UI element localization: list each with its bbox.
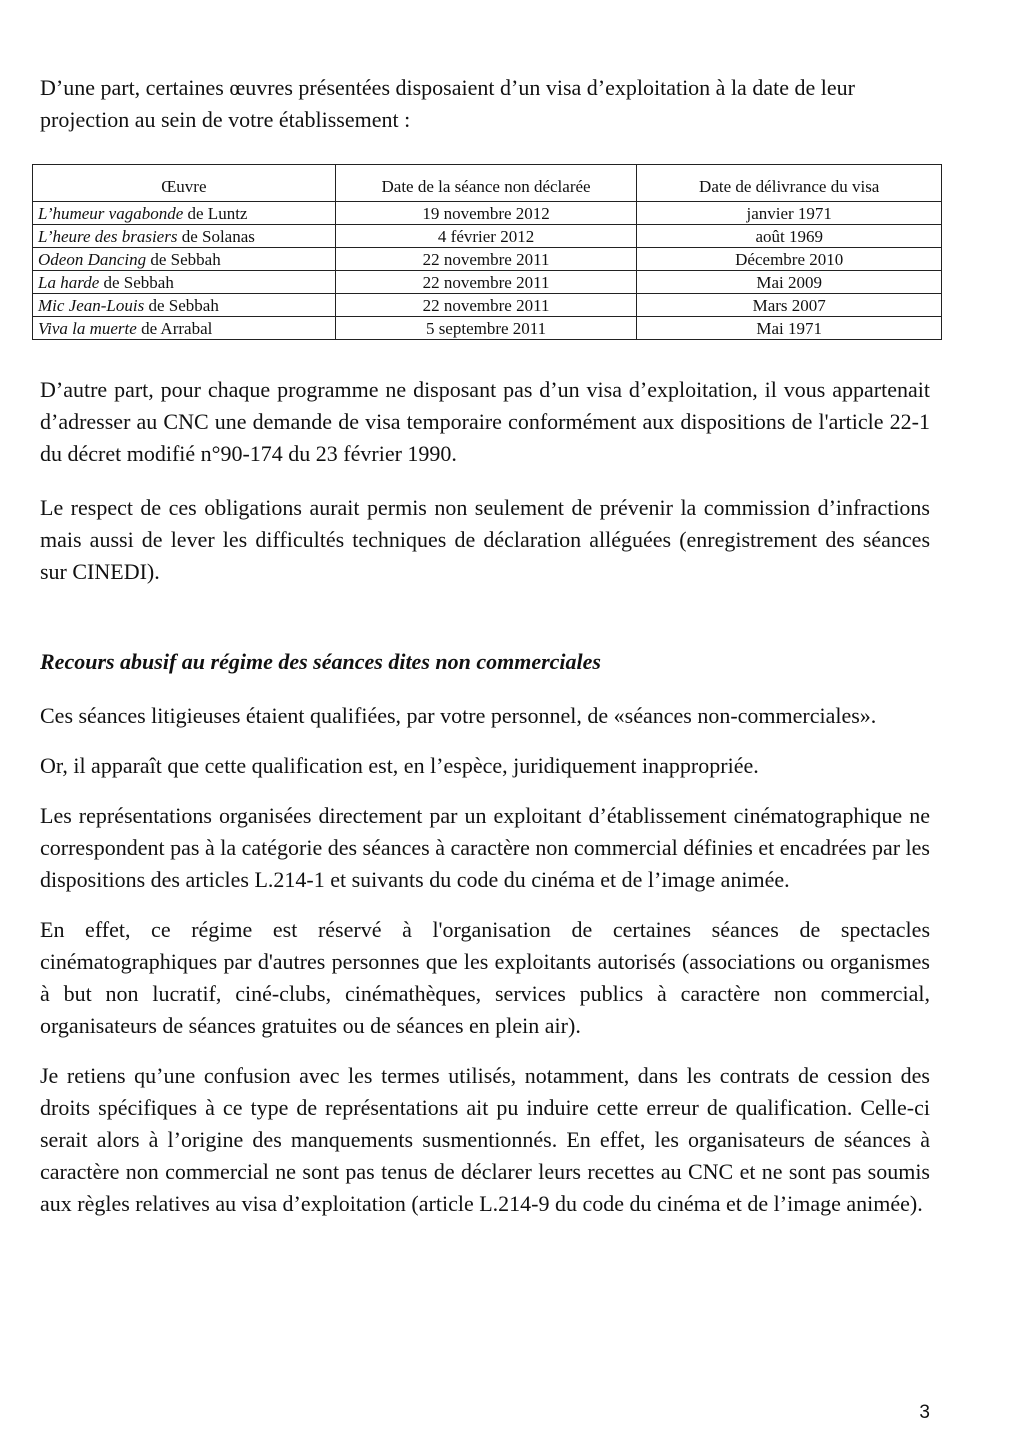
visa-date-cell: août 1969 [637,225,942,248]
work-title: L’humeur vagabonde [38,204,184,223]
work-cell [33,202,336,225]
document-page [40,72,930,1220]
seance-date-cell: 22 novembre 2011 [335,248,637,271]
table-row [33,202,942,225]
work-cell [33,294,336,317]
work-cell [33,271,336,294]
work-author: de Luntz [183,204,248,223]
work-cell [33,248,336,271]
table-row [33,225,942,248]
work-author: de Sebbah [99,273,174,292]
table-row [33,271,942,294]
paragraph-representations: Les représentations organisées directement par un exploitant d’établissement cinématographique ne correspondent pas à la catégorie des séances à caractère non commercial définies et encadrées par les dispositions des articles L.214-1 et suivants du code du cinéma et de l’image animée. [40,803,930,892]
paragraph-confusion: Je retiens qu’une confusion avec les termes utilisés, notamment, dans les contrats de cession des droits spécifiques à ce type de représentations ait pu induire cette erreur de qualification. Celle-ci serait alors à l’origine des manquements susmentionnés. En effet, les organisateurs de séances à caractère non commercial ne sont pas tenus de déclarer leurs recettes au CNC et ne sont pas soumis aux règles relatives au visa d’exploitation (article L.214-9 du code du cinéma et de l’image animée). [40,1063,930,1216]
paragraph-qualification: Or, il apparaît que cette qualification est, en l’espèce, juridiquement inappropriée. [40,753,759,778]
visa-date-cell: Mars 2007 [637,294,942,317]
table-row [33,248,942,271]
work-title: L’heure des brasiers [38,227,178,246]
work-author: de Sebbah [144,296,219,315]
seance-date-cell: 5 septembre 2011 [335,317,637,340]
visa-date-cell: Mai 2009 [637,271,942,294]
work-cell [33,317,336,340]
table-row [33,294,942,317]
visa-table [32,164,942,340]
work-author: de Sebbah [146,250,221,269]
work-cell [33,225,336,248]
header-date-seance: Date de la séance non déclarée [335,165,637,202]
intro-paragraph: D’une part, certaines œuvres présentées disposaient d’un visa d’exploitation à la date de leur projection au sein de votre établissement : [40,75,855,132]
work-title: La harde [38,273,100,292]
paragraph-regime: En effet, ce régime est réservé à l'organisation de certaines séances de spectacles cinématographiques par d'autres personnes que les exploitants autorisés (associations ou organismes à but non lucratif, ciné-clubs, cinémathèques, services publics à caractère non commercial, organisateurs de séances gratuites ou de séances en plein air). [40,917,930,1038]
seance-date-cell: 22 novembre 2011 [335,294,637,317]
seance-date-cell: 4 février 2012 [335,225,637,248]
page-number: 3 [919,1402,930,1423]
section-heading: Recours abusif au régime des séances dites non commerciales [40,649,601,674]
work-author: de Arrabal [136,319,213,338]
paragraph-obligations: Le respect de ces obligations aurait permis non seulement de prévenir la commission d’infractions mais aussi de lever les difficultés techniques de déclaration alléguées (enregistrement des séances sur CINEDI). [40,495,930,584]
work-title: Viva la muerte [38,319,137,338]
visa-date-cell: janvier 1971 [637,202,942,225]
header-date-visa: Date de délivrance du visa [637,165,942,202]
paragraph-seances-litigieuses: Ces séances litigieuses étaient qualifiées, par votre personnel, de «séances non-commerciales». [40,703,877,728]
visa-date-cell: Mai 1971 [637,317,942,340]
paragraph-visa-temporaire: D’autre part, pour chaque programme ne disposant pas d’un visa d’exploitation, il vous appartenait d’adresser au CNC une demande de visa temporaire conformément aux dispositions de l'article 22-1 du décret modifié n°90-174 du 23 février 1990. [40,377,930,466]
work-title: Mic Jean-Louis [38,296,145,315]
table-header-row [33,165,942,202]
work-title: Odeon Dancing [38,250,147,269]
header-oeuvre: Œuvre [33,165,336,202]
visa-date-cell: Décembre 2010 [637,248,942,271]
seance-date-cell: 22 novembre 2011 [335,271,637,294]
seance-date-cell: 19 novembre 2012 [335,202,637,225]
table-row [33,317,942,340]
work-author: de Solanas [177,227,255,246]
